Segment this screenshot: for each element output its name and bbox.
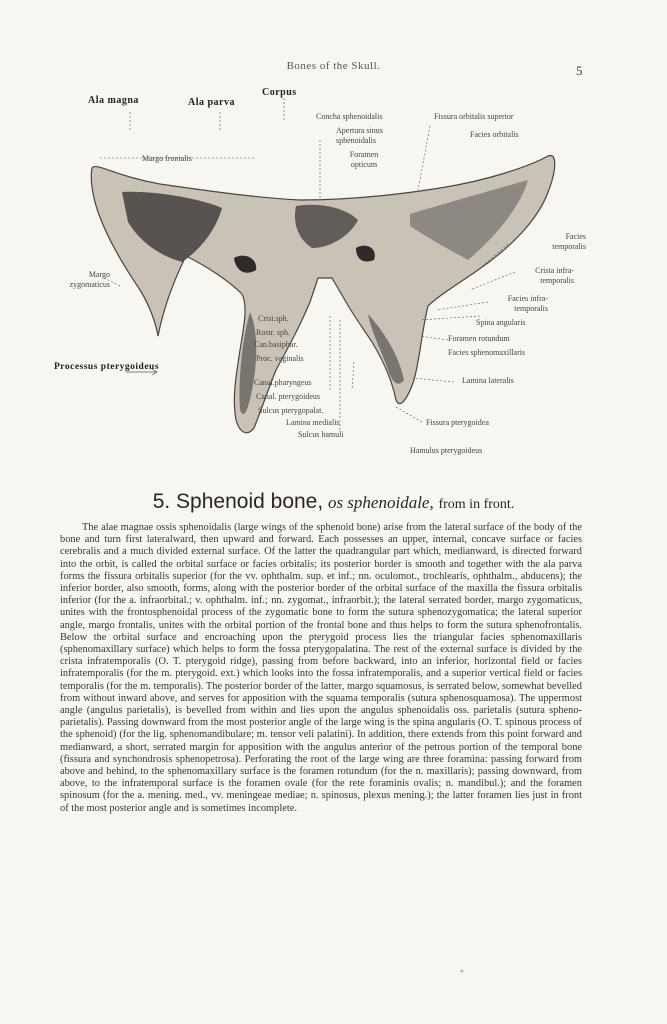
label-processus-pterygoideus: Processus pterygoideus: [54, 362, 160, 372]
label-facies-sphenomaxillaris: Facies sphenomaxillaris: [448, 348, 526, 357]
label-hamulus-pterygoideus: Hamulus pterygoideus: [410, 446, 483, 455]
label-fissura-pterygoidea: Fissura pterygoidea: [426, 418, 489, 427]
label-crist-sph: Crist.sph.: [258, 314, 289, 323]
label-ala-parva: Ala parva: [188, 97, 235, 108]
label-proc-vaginalis: Proc. vaginalis: [256, 354, 304, 363]
page-number: 5: [576, 63, 583, 78]
label-rostr-sph: Rostr. sph.: [256, 328, 291, 337]
label-corpus: Corpus: [262, 87, 297, 98]
label-concha-sphenoidalis: Concha sphenoidalis: [316, 112, 383, 121]
label-canal-pterygoideus: Canal. pterygoideus: [256, 392, 320, 401]
label-crista-infratemporalis: Crista infra-temporalis: [535, 266, 574, 285]
body-text: The alae magnae ossis sphenoidalis (large wings of the sphenoid bone) arise from the lateral surface of the body of the bone and turn first lateralward, then upward and forward. Each possesses an upper, internal, concave surface or facies cerebralis and a much divided external surface. Of the latter the quadrangular part which, medianward, is directed forward into the orbit, is called the orbital surface or facies orbitalis; its posterior border is smooth and together with the ala parva forms the fissura orbitalis superior (for the vv. ophthalm. sup. et inf.; nn. oculomot., trochlearis, ophthalm., abducens); the inferior border, also smooth, forms, along with the posterior border of the orbital surface of the maxilla the fissura orbitalis inferior (for the a. infraorbital.; v. ophthalm. inf.; nn. zygomat., infraorbit.); the lateral serrated border, margo zygomaticus, unites with the frontosphenoidal process of the zygomatic bone to form the sutura sphenozygomatica; the lateral superior angle, margo frontalis, unites with the orbital portion of the frontal bone and thus helps to form the sutura sphenofrontalis. Below the orbital surface and encroaching upon the pterygoid process lies the triangular facies sphenomaxillaris (sphenomaxillary surface) which helps to form the fossa pterygopalatina. The rest of the external surface is divided by the crista infratemporalis (O. T. pterygoid ridge), passing from before backward, into an inferior, horizontal field or facies infratemporalis (for the m. pterygoid. ext.) which looks into the fossa infratemporalis, and a superior vertical field or facies temporalis (for the m. temporalis). The posterior border of the latter, margo squamosus, is serrated below, somewhat bevelled from without inward above, and serves for apposition with the squama temporalis (sutura sphenosquamosa). The uppermost angle (angulus parietalis), is bevelled from within and lies upon the angulus sphenoidalis oss. parietalis (sutura spheno-parietalis). Passing downward from the most posterior angle of the large wing is the spina angularis (O. T. spinous process of the sphenoid) (for the lig. sphenomandibulare; m. tensor veli palatini). In addition, there extends from this point forward and medianward, a short, serrated margin for apposition with the angulus anterior of the petrous portion of the temporal bone (fissura and synchondrosis sphenopetrosa). Perforating the root of the large wing are three foramina: passing forward from above and behind, to the sphenomaxillary surface is the foramen rotundum (for the n. maxillaris); passing downward, from above, to the infratemporal surface is the foramen ovale (for the rete foraminis ovalis; n. mandibul.); and the foramen spinosum (for the a. mening. med., vv. meningeae mediae; n. spinosus, plexus mening.); the latter foramen lies just in front of the most posterior angle and is sometimes incomplete.: [60, 522, 582, 814]
label-canal-pharyngeus: Canal.pharyngeus: [254, 378, 312, 387]
label-foramen-opticum: Foramen opticum: [349, 150, 379, 169]
label-facies-orbitalis: Facies orbitalis: [470, 130, 519, 139]
label-margo-zygomaticus: Margo zygomaticus: [69, 270, 110, 289]
label-facies-temporalis: Facies temporalis: [552, 232, 586, 251]
label-facies-infratemporalis: Facies infra-temporalis: [507, 294, 548, 313]
page-mark: *: [460, 968, 464, 977]
label-lamina-medialis: Lamina medialis: [286, 418, 340, 427]
running-head: Bones of the Skull.: [286, 60, 381, 72]
caption-title: 5. Sphenoid bone,: [152, 490, 324, 513]
label-margo-frontalis: Margo frontalis: [142, 154, 192, 163]
label-ala-magna: Ala magna: [88, 95, 139, 106]
caption-extra: from in front.: [438, 497, 515, 512]
label-lamina-lateralis: Lamina lateralis: [462, 376, 514, 385]
label-spina-angularis: Spina angularis: [476, 318, 526, 327]
label-apertura-sinus: Apertura sinus sphenoidalis: [336, 126, 383, 145]
label-fissura-orbitalis-superior: Fissura orbitalis superior: [434, 112, 514, 121]
label-foramen-rotundum: Foramen rotundum: [448, 334, 510, 343]
label-can-basiphar: Can.basiphar.: [254, 340, 298, 349]
caption-latin: os sphenoidale,: [327, 493, 434, 512]
label-sulcus-pterygopalat: Sulcus pterygopalat.: [258, 406, 324, 415]
sphenoid-figure: [0, 80, 667, 470]
figure-caption: [0, 490, 667, 514]
label-sulcus-hamuli: Sulcus hamuli: [298, 430, 344, 439]
